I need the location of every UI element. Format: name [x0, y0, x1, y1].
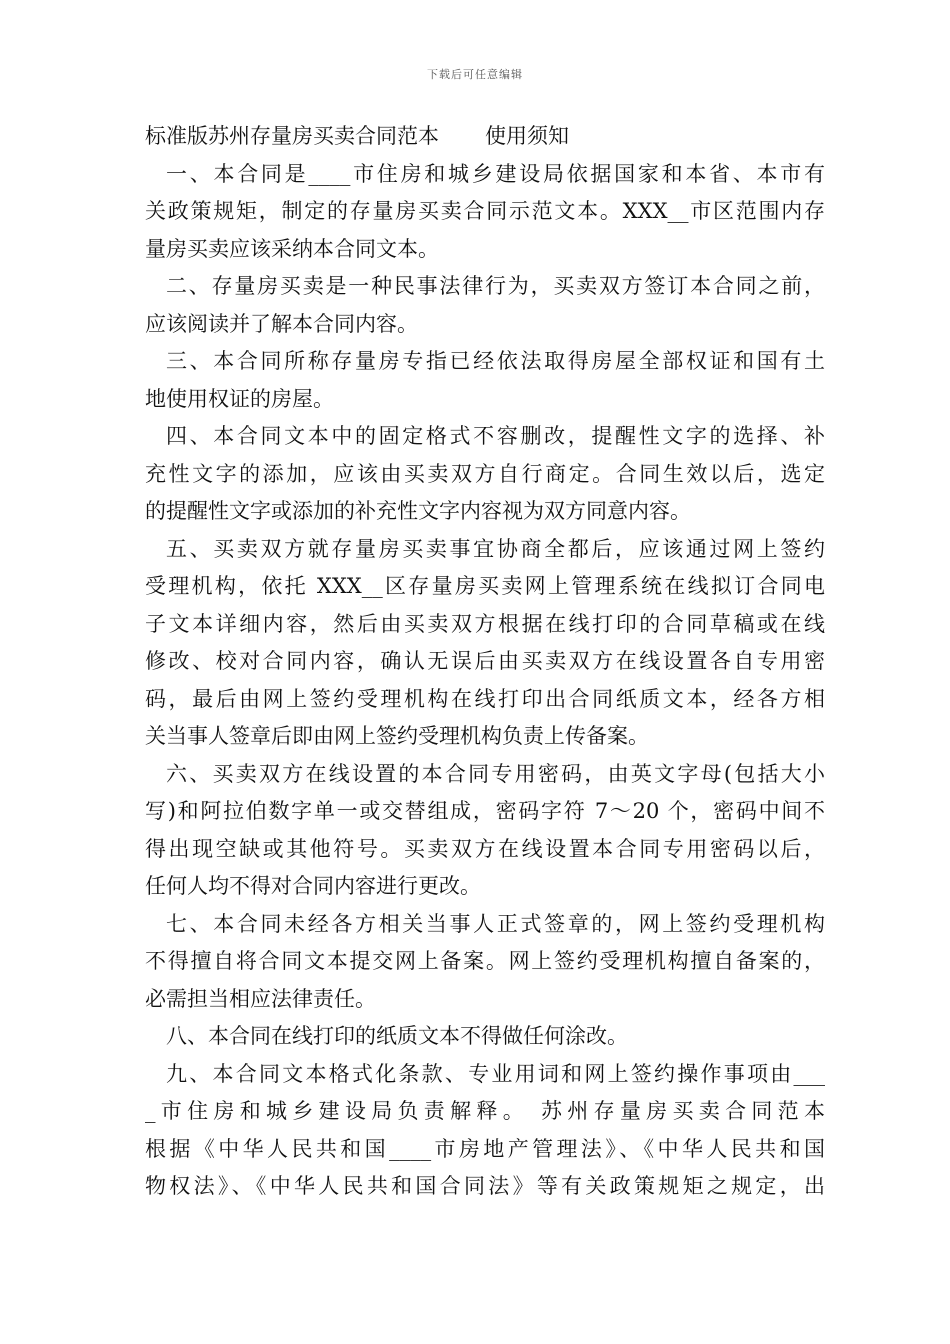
- paragraph-line: 码，最后由网上签约受理机构在线打印出合同纸质文本，经各方相: [145, 686, 825, 711]
- document-title: 标准版苏州存量房买卖合同范本: [145, 124, 439, 148]
- paragraph-line: 六、买卖双方在线设置的本合同专用密码，由英文字母(包括大小: [166, 761, 825, 786]
- document-subtitle: 使用须知: [485, 124, 569, 148]
- paragraph-line: 得出现空缺或其他符号。买卖双方在线设置本合同专用密码以后，: [145, 836, 825, 861]
- paragraph-line: 必需担当相应法律责任。: [145, 986, 376, 1011]
- paragraph-line: 任何人均不得对合同内容进行更改。: [145, 874, 481, 898]
- paragraph-line: 关政策规矩，制定的存量房买卖合同示范文本。XXX__市区范围内存: [145, 199, 825, 223]
- page-header: 下载后可任意编辑: [427, 68, 523, 81]
- paragraph-line: 应该阅读并了解本合同内容。: [145, 311, 418, 336]
- paragraph-line: 三、本合同所称存量房专指已经依法取得房屋全部权证和国有土: [166, 349, 825, 373]
- paragraph-line: 五、买卖双方就存量房买卖事宜协商全都后，应该通过网上签约: [166, 536, 825, 561]
- paragraph-line: 子文本详细内容，然后由买卖双方根据在线打印的合同草稿或在线: [145, 611, 825, 636]
- paragraph-line: 物权法》、《中华人民共和国合同法》等有关政策规矩之规定，出: [145, 1174, 825, 1198]
- document-title-line: [145, 118, 825, 156]
- paragraph-line: 九、本合同文本格式化条款、专业用词和网上签约操作事项由___: [166, 1061, 825, 1086]
- paragraph-line: 四、本合同文本中的固定格式不容删改，提醒性文字的选择、补: [166, 424, 825, 448]
- paragraph-line: 八、本合同在线打印的纸质文本不得做任何涂改。: [166, 1024, 628, 1048]
- paragraph-line: 充性文字的添加，应该由买卖双方自行商定。合同生效以后，选定: [145, 461, 825, 486]
- paragraph-line: 七、本合同未经各方相关当事人正式签章的，网上签约受理机构: [166, 911, 825, 936]
- paragraph-line: 关当事人签章后即由网上签约受理机构负责上传备案。: [145, 724, 649, 748]
- paragraph-line: 地使用权证的房屋。: [145, 386, 334, 411]
- paragraph-line: 修改、校对合同内容，确认无误后由买卖双方在线设置各自专用密: [145, 649, 825, 673]
- document-body: [145, 118, 825, 1206]
- paragraph-line: 一、本合同是____市住房和城乡建设局依据国家和本省、本市有: [166, 161, 825, 186]
- paragraph-line: _市住房和城乡建设局负责解释。 苏州存量房买卖合同范本: [145, 1099, 825, 1123]
- paragraph-line: 根据《中华人民共和国____市房地产管理法》、《中华人民共和国: [145, 1136, 825, 1161]
- paragraph-line: 二、存量房买卖是一种民事法律行为，买卖双方签订本合同之前，: [166, 274, 825, 298]
- paragraph-line: 写)和阿拉伯数字单一或交替组成，密码字符 7～20 个，密码中间不: [145, 799, 825, 823]
- paragraph-line: 量房买卖应该采纳本合同文本。: [145, 236, 439, 261]
- paragraph-line: 受理机构，依托 XXX__区存量房买卖网上管理系统在线拟订合同电: [145, 574, 825, 598]
- paragraph-line: 的提醒性文字或添加的补充性文字内容视为双方同意内容。: [145, 499, 691, 523]
- paragraph-line: 不得擅自将合同文本提交网上备案。网上签约受理机构擅自备案的，: [145, 949, 825, 973]
